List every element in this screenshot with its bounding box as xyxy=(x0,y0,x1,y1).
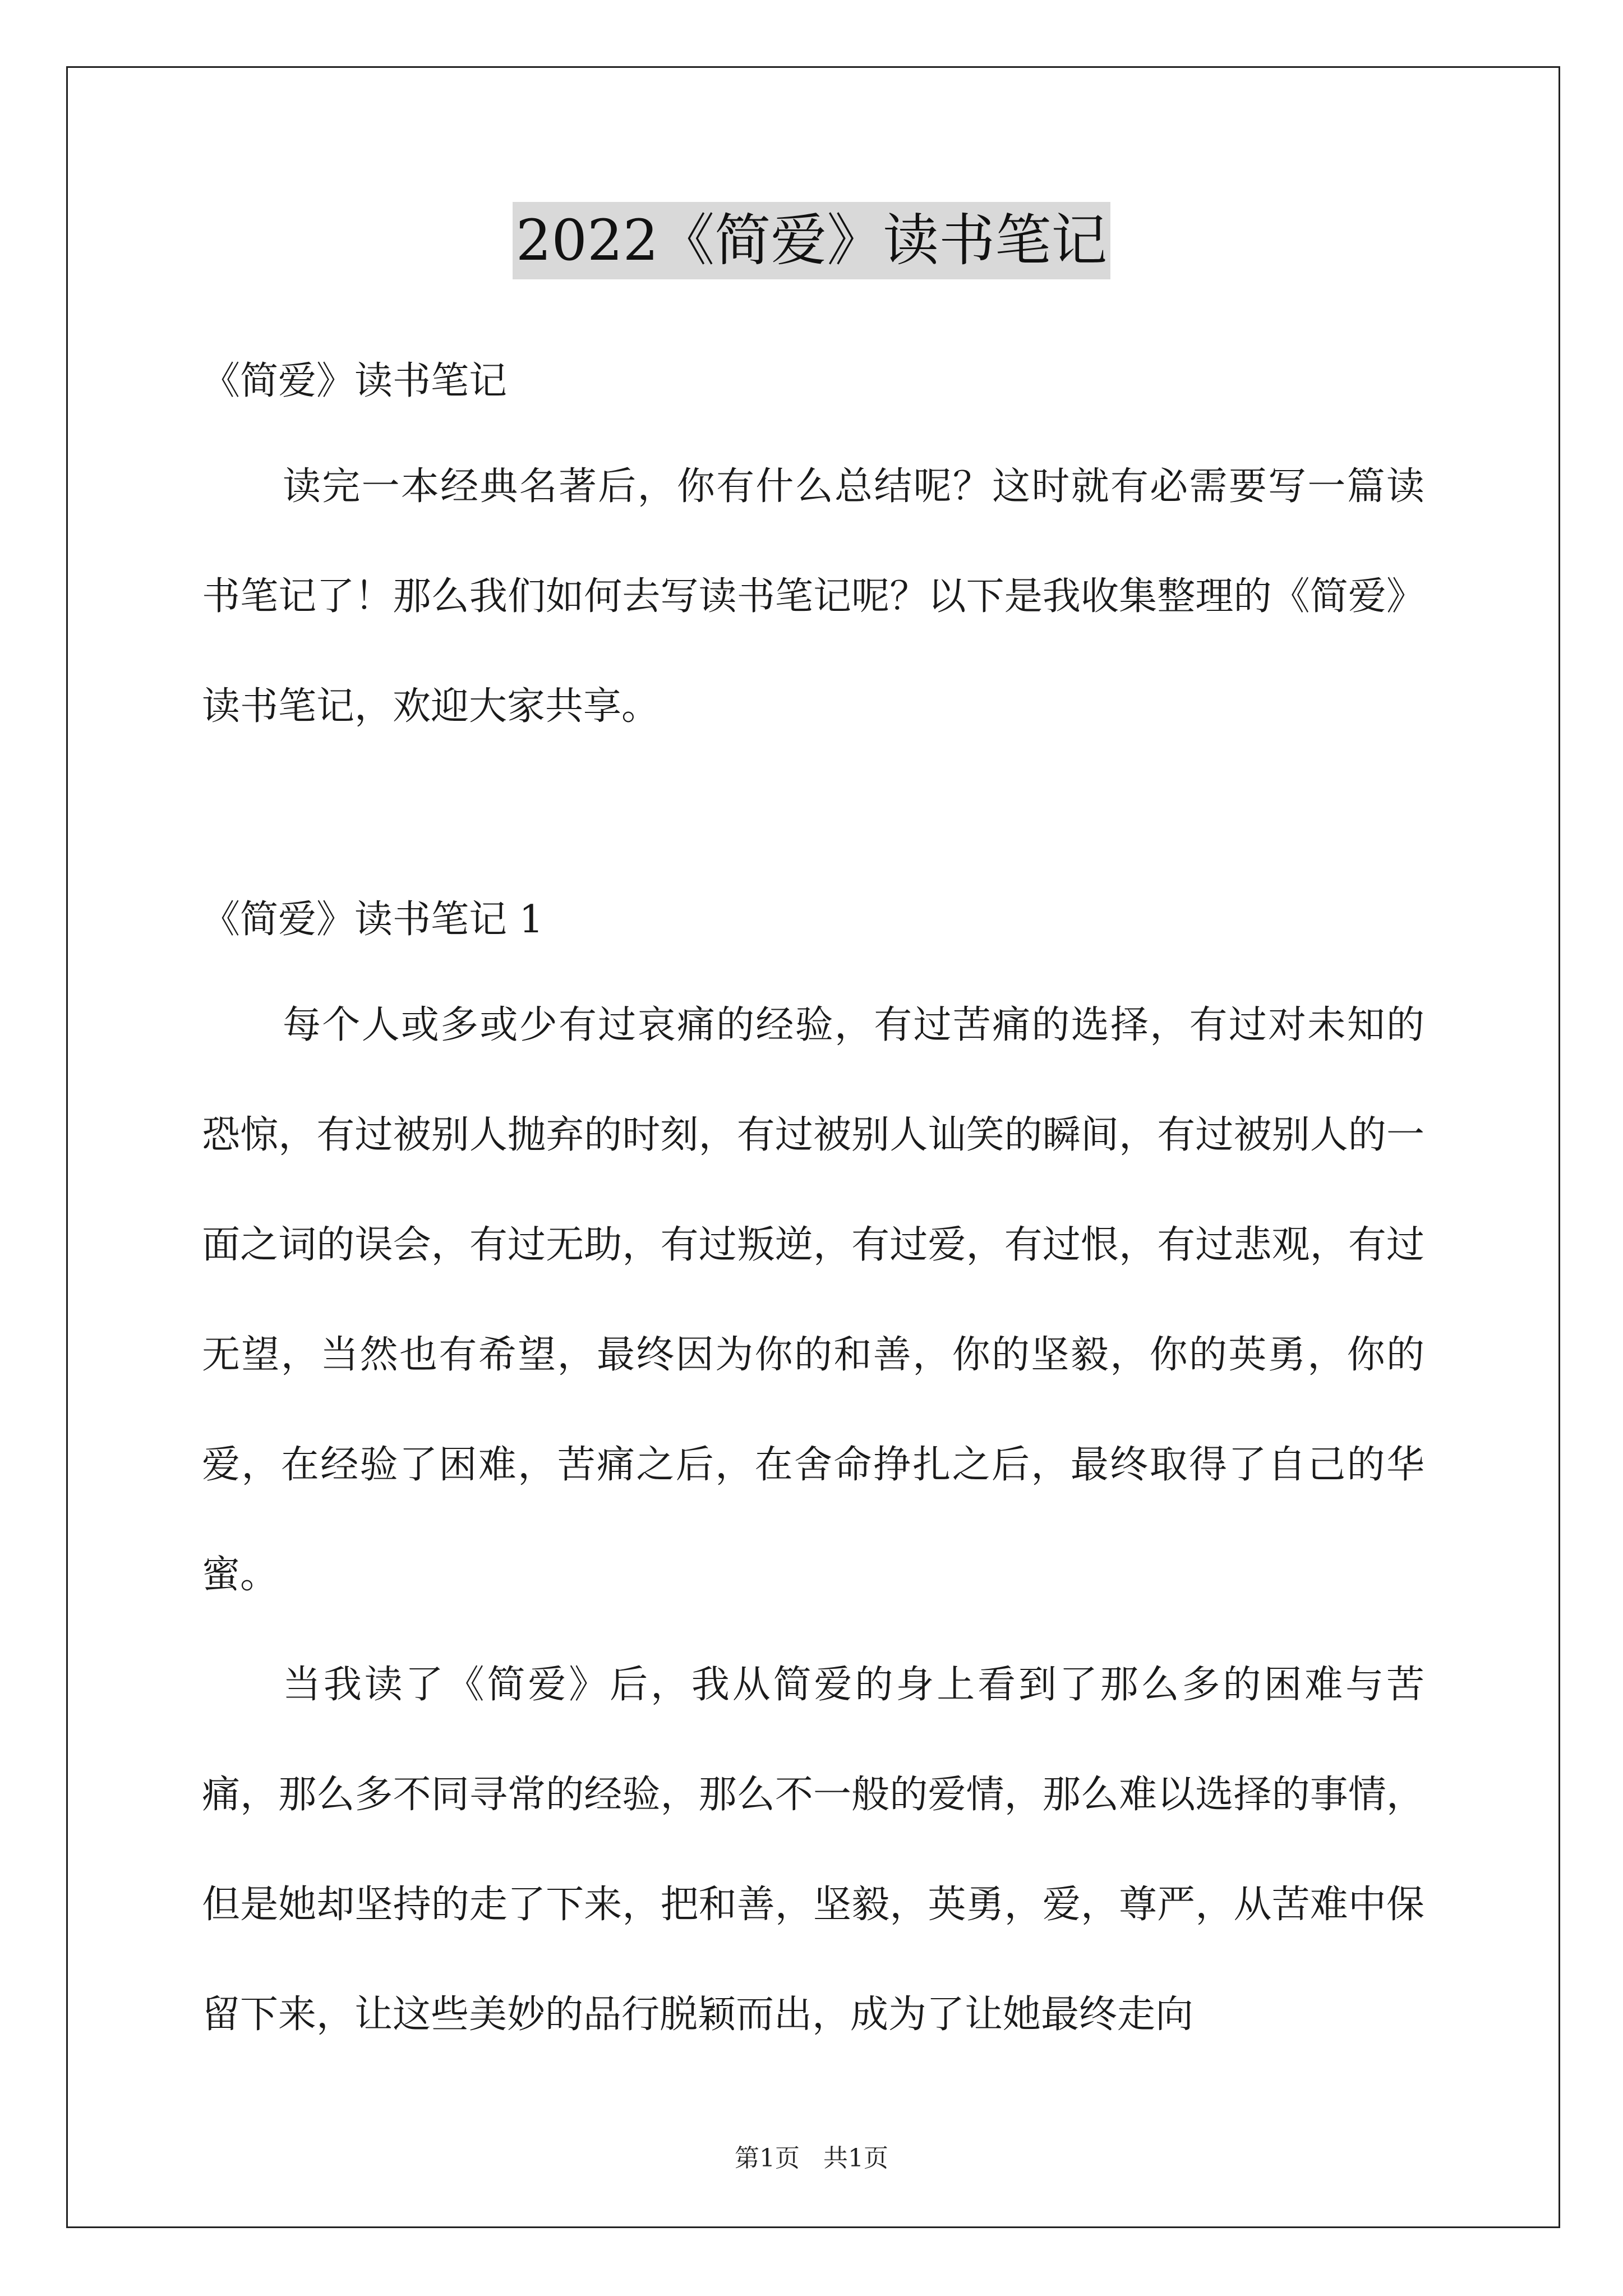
intro-heading: 《简爱》读书笔记 xyxy=(202,359,508,403)
title-container xyxy=(0,202,1623,279)
section1-paragraph-2: 当我读了《简爱》后，我从简爱的身上看到了那么多的困难与苦痛，那么多不同寻常的经验，那么不一般的爱情，那么难以选择的事情，但是她却坚持的走了下来，把和善，坚毅，英勇，爱，尊严，从苦难中保留下来，让这些美妙的品行脱颖而出，成为了让她最终走向 xyxy=(202,1663,1424,2037)
section1-heading: 《简爱》读书笔记 1 xyxy=(202,898,543,942)
document-title: 2022《简爱》读书笔记 xyxy=(513,202,1111,279)
section1-paragraph-1: 每个人或多或少有过哀痛的经验，有过苦痛的选择，有过对未知的恐惊，有过被别人抛弃的时刻，有过被别人讪笑的瞬间，有过被别人的一面之词的误会，有过无助，有过叛逆，有过爱，有过恨，有过悲观，有过无望，当然也有希望，最终因为你的和善，你的坚毅，你的英勇，你的爱，在经验了困难，苦痛之后，在舍命挣扎之后，最终取得了自己的华蜜。 xyxy=(202,1003,1424,1597)
page-footer: 第1页 共1页 xyxy=(735,2144,888,2173)
intro-paragraph: 读完一本经典名著后，你有什么总结呢？这时就有必需要写一篇读书笔记了！那么我们如何去写读书笔记呢？以下是我收集整理的《简爱》读书笔记，欢迎大家共享。 xyxy=(202,464,1424,729)
